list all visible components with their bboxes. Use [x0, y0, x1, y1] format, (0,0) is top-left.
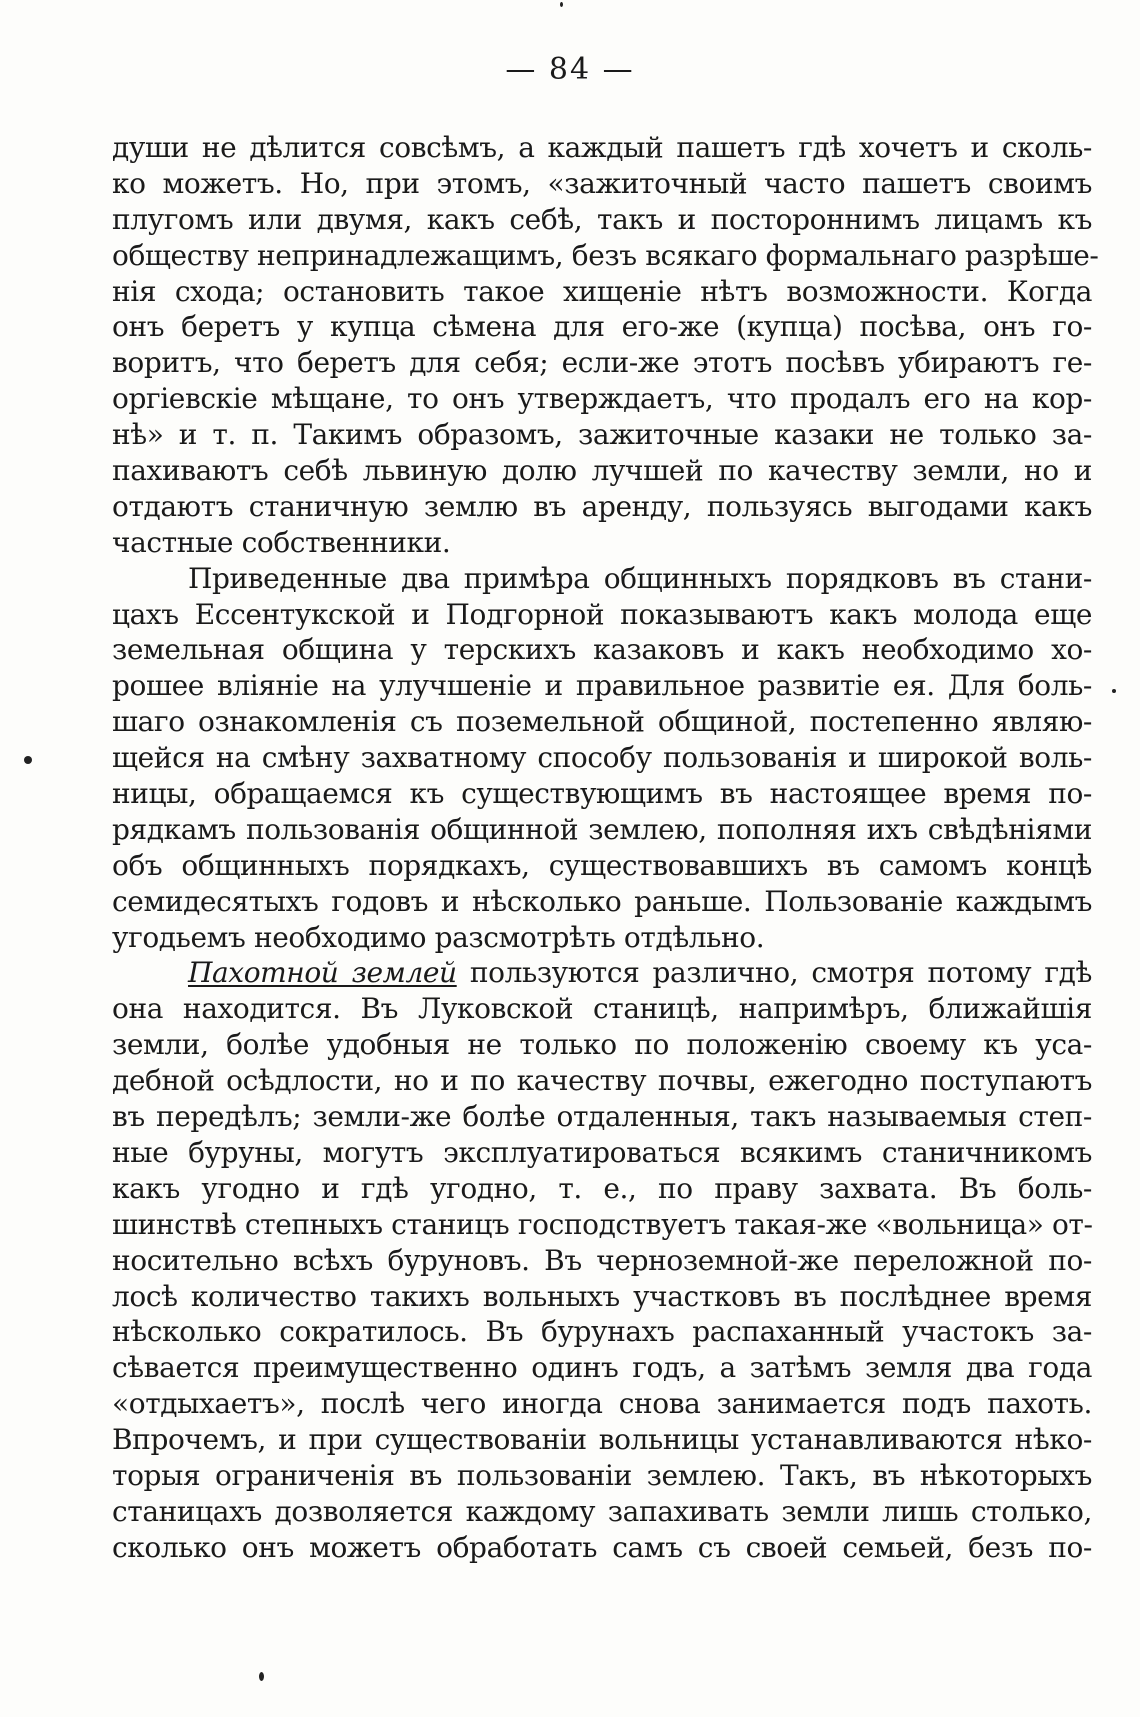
text-line: ко можетъ. Но, при этомъ, «зажиточный часто пашетъ своимъ: [112, 166, 1092, 200]
text-line: щейся на смѣну захватному способу пользованія и широкой воль-: [112, 741, 1092, 775]
text-line: рядкамъ пользованія общинной землею, пополняя ихъ свѣдѣніями: [112, 812, 1092, 846]
text-line: торыя ограниченія въ пользованіи землею. Такъ, въ нѣкоторыхъ: [112, 1458, 1092, 1492]
text-line-first: [112, 955, 1092, 991]
text-line: нія схода; остановить такое хищеніе нѣтъ возможности. Когда: [112, 274, 1092, 308]
page-number: — 84 —: [505, 52, 635, 87]
text-line: дебной осѣдлости, но и по качеству почвы, ежегодно поступаютъ: [112, 1064, 1092, 1098]
text-line: онъ беретъ у купца сѣмена для его-же (купца) посѣва, онъ го-: [112, 310, 1092, 344]
text-line: лосѣ количество такихъ вольныхъ участковъ въ послѣднее время: [112, 1279, 1092, 1313]
text-line-rest: пользуются различно, смотря потому гдѣ: [456, 956, 1092, 990]
text-line: рошее вліяніе на улучшеніе и правильное развитіе ея. Для боль-: [112, 669, 1092, 703]
ink-speck: [259, 1672, 264, 1681]
text-line: ницы, обращаемся къ существующимъ въ настоящее время по-: [112, 777, 1092, 811]
text-line: отдаютъ станичную землю въ аренду, пользуясь выгодами какъ: [112, 489, 1092, 523]
text-line: обществу непринадлежащимъ, безъ всякаго формальнаго разрѣше-: [112, 238, 1099, 272]
text-line: Впрочемъ, и при существованіи вольницы устанавливаются нѣко-: [112, 1423, 1092, 1457]
text-line: земли, болѣе удобныя не только по положенію своему къ уса-: [112, 1028, 1092, 1062]
text-line: «отдыхаетъ», послѣ чего иногда снова занимается подъ пахоть.: [112, 1387, 1092, 1421]
paragraph-2: [112, 561, 1092, 956]
text-line: пахиваютъ себѣ львиную долю лучшей по качеству земли, но и: [112, 454, 1092, 488]
text-line: носительно всѣхъ буруновъ. Въ черноземной-же переложной по-: [112, 1243, 1092, 1277]
text-line: цахъ Ессентукской и Подгорной показываютъ какъ молода еще: [112, 597, 1092, 631]
ink-speck: [24, 756, 32, 764]
text-line: оргіевскіе мѣщане, то онъ утверждаетъ, что продалъ его на кор-: [112, 382, 1092, 416]
text-line: шинствѣ степныхъ станицъ господствуетъ такая-же «вольница» от-: [112, 1207, 1093, 1241]
text-line: какъ угодно и гдѣ угодно, т. е., по праву захвата. Въ боль-: [112, 1171, 1092, 1205]
text-line: въ передѣлъ; земли-же болѣе отдаленныя, такъ называемыя степ-: [112, 1100, 1092, 1134]
text-line: нѣ» и т. п. Такимъ образомъ, зажиточные казаки не только за-: [112, 418, 1092, 452]
body-text: [112, 130, 1099, 1566]
text-line: объ общинныхъ порядкахъ, существовавшихъ въ самомъ концѣ: [112, 848, 1092, 882]
text-line: шаго ознакомленія съ поземельной общиной, постепенно являю-: [112, 705, 1092, 739]
text-line: станицахъ дозволяется каждому запахивать земли лишь столько,: [112, 1494, 1092, 1528]
ink-speck: [1112, 689, 1116, 693]
text-line: частные собственники.: [112, 525, 451, 559]
text-line: ные буруны, могутъ эксплуатироваться всякимъ станичникомъ: [112, 1135, 1092, 1169]
text-line: семидесятыхъ годовъ и нѣсколько раньше. Пользованіе каждымъ: [112, 884, 1092, 918]
text-line: она находится. Въ Луковской станицѣ, напримѣръ, ближайшія: [112, 992, 1092, 1026]
ink-speck: [560, 2, 563, 7]
text-line: плугомъ или двумя, какъ себѣ, такъ и постороннимъ лицамъ къ: [112, 202, 1092, 236]
text-line: воритъ, что беретъ для себя; если-же этотъ посѣвъ убираютъ ге-: [112, 346, 1092, 380]
text-line: угодьемъ необходимо разсмотрѣть отдѣльно.: [112, 920, 765, 954]
paragraph-3: [112, 955, 1092, 1565]
text-line: нѣсколько сократилось. Въ бурунахъ распаханный участокъ за-: [112, 1315, 1092, 1349]
text-line: Приведенные два примѣра общинныхъ порядковъ въ стани-: [188, 561, 1092, 595]
text-line: земельная община у терскихъ казаковъ и какъ необходимо хо-: [112, 633, 1092, 667]
italic-term: Пахотной землей: [188, 956, 457, 990]
text-line: сѣвается преимущественно одинъ годъ, а затѣмъ земля два года: [112, 1351, 1092, 1385]
text-line: сколько онъ можетъ обработать самъ съ своей семьей, безъ по-: [112, 1530, 1092, 1564]
paragraph-1: [112, 130, 1099, 561]
text-line: души не дѣлится совсѣмъ, а каждый пашетъ гдѣ хочетъ и сколь-: [112, 131, 1092, 164]
